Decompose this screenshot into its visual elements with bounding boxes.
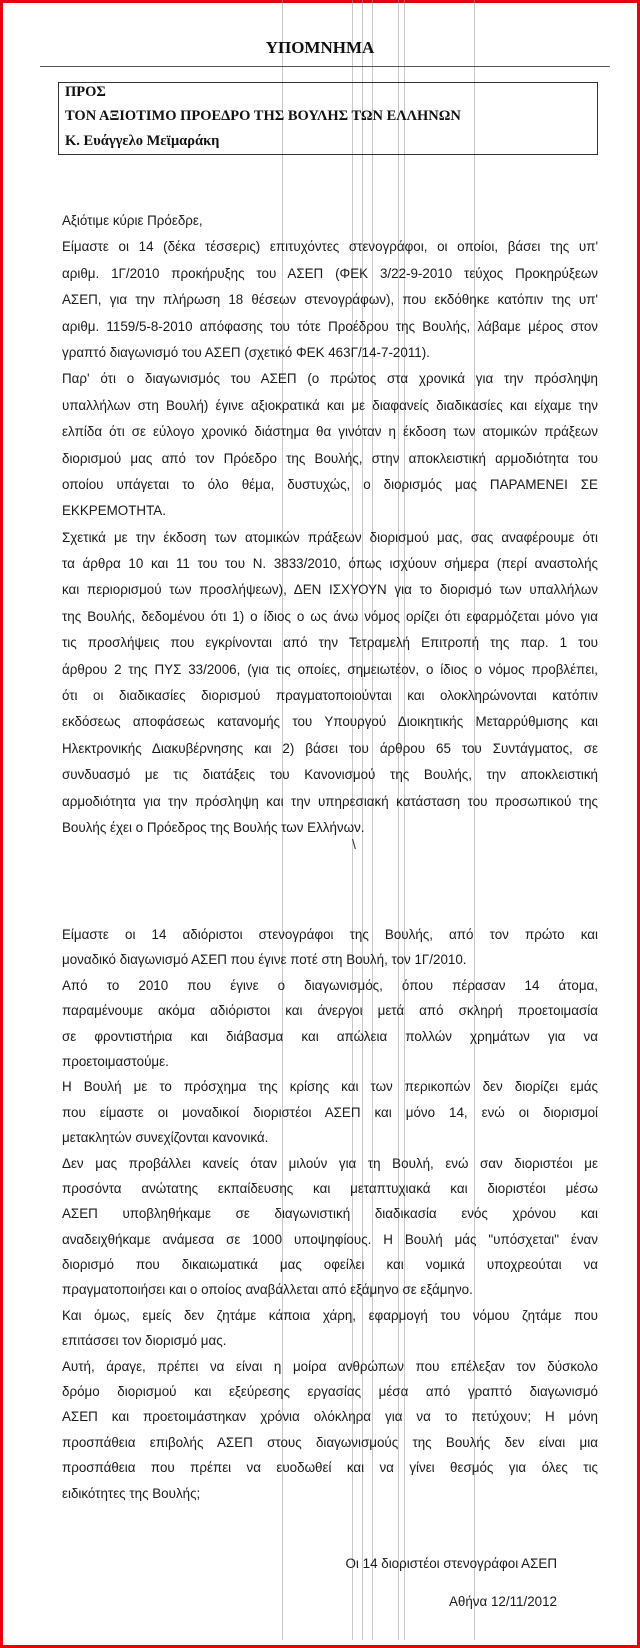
text-line: υπαλλήλων στη Βουλή) έγινε αξιοκρατικά και με διαφανείς διαδικασίες και είχαμε την (62, 397, 598, 413)
body-section-2 (62, 922, 598, 1506)
address-recipient: ΤΟΝ ΑΞΙΟΤΙΜΟ ΠΡΟΕΔΡΟ ΤΗΣ ΒΟΥΛΗΣ ΤΩΝ ΕΛΛΗΝΩΝ (65, 108, 461, 124)
text-line: αναδειχθήκαμε ανάμεσα σε 1000 υποψηφίους. Η Βουλή μάς "υπόσχεται" έναν (62, 1231, 598, 1247)
title-rule (40, 66, 610, 67)
text-line: εκδόσεως αποφάσεως κατανομής του Υπουργού Διοικητικής Μεταρρύθμισης και (62, 714, 598, 730)
text-line: ΑΣΕΠ, για την πλήρωση 18 θέσεων στενογράφων), που εκδόθηκε κατόπιν της υπ' (62, 292, 598, 308)
text-line: ότι οι διαδικασίες διορισμού πραγματοποιούνται και ολοκληρώνονται κατόπιν (62, 688, 598, 704)
text-line: ΑΣΕΠ υποβληθήκαμε σε διαγωνιστική διαδικασία ενός χρόνου και (62, 1206, 598, 1222)
text-line: γραπτό διαγωνισμό του ΑΣΕΠ (σχετικό ΦΕΚ 463Γ/14-7-2011). (62, 344, 430, 360)
text-line: αριθμ. 1Γ/2010 προκήρυξης του ΑΣΕΠ (ΦΕΚ 3/22-9-2010 τεύχος Προκηρύξεων (62, 265, 598, 281)
signature: Οι 14 διοριστέοι στενογράφοι ΑΣΕΠ (345, 1556, 557, 1571)
text-line: συνδυασμό με τις διατάξεις του Κανονισμού της Βουλής, την αποκλειστική (62, 767, 598, 783)
address-name: Κ. Ευάγγελο Μεϊμαράκη (65, 133, 220, 149)
text-line: Αυτή, άραγε, πρέπει να είναι η μοίρα ανθρώπων που επέλεξαν τον δύσκολο (62, 1358, 598, 1374)
text-line: ειδικότητες της Βουλής; (62, 1485, 201, 1501)
text-line: προετοιμαστούμε. (62, 1053, 169, 1069)
text-line: αριθμ. 1159/5-8-2010 απόφασης του τότε Προέδρου της Βουλής, λάβαμε μέρος στον (62, 318, 598, 334)
text-line: προσπάθεια που πρέπει να ευοδωθεί και να γίνει θεσμός για όλες τις (62, 1460, 598, 1476)
text-line: τις προσλήψεις που εγκρίνονται από την Τετραμελή Επιτροπή της παρ. 1 του (62, 635, 598, 651)
text-line: Η Βουλή με το πρόσχημα της κρίσης και των περικοπών δεν διορίζει εμάς (62, 1079, 598, 1095)
text-line: ελπίδα ότι σε εύλογο χρονικό διάστημα θα γινόταν η έκδοση των ατομικών πράξεων (62, 424, 598, 440)
address-box (58, 82, 598, 155)
text-line: Από το 2010 που έγινε ο διαγωνισμός, όπου πέρασαν 14 άτομα, (62, 977, 598, 993)
text-line: Παρ' ότι ο διαγωνισμός του ΑΣΕΠ (ο πρώτος στα χρονικά για την πρόσληψη (62, 371, 598, 387)
text-line: της Βουλής, δεδομένου ότι 1) ο ίδιος ο ως άνω νόμος ορίζει ότι εφαρμόζεται μόνο για (62, 608, 598, 624)
text-line: αρμοδιότητα για την πρόσληψη και την υπηρεσιακή κατάσταση του προσωπικού της (62, 793, 598, 809)
stray-mark: \ (352, 836, 356, 852)
text-line: επιτάσσει τον διορισμό μας. (62, 1333, 227, 1349)
text-line: Και όμως, εμείς δεν ζητάμε κάποια χάρη, εφαρμογή του νόμου ζητάμε που (62, 1307, 598, 1323)
address-to: ΠΡΟΣ (65, 84, 106, 100)
text-line: Σχετικά με την έκδοση των ατομικών πράξεων διορισμού μας, σας αναφέρουμε ότι (62, 529, 598, 545)
text-line: Ηλεκτρονικής Διακυβέρνησης και 2) βάσει του άρθρου 65 του Συντάγματος, σε (62, 740, 598, 756)
text-line: Είμαστε οι 14 αδιόριστοι στενογράφοι της Βουλής, από τον πρώτο και (62, 927, 598, 942)
text-line: διορισμού μας από τον Πρόεδρο της Βουλής, στην αποκλειστική αρμοδιότητα του (62, 450, 598, 466)
text-line: άρθρου 2 της ΠΥΣ 33/2006, (για τις οποίες, σημειωτέον, ο ίδιος ο νόμος προβλέπει, (62, 661, 598, 677)
text-line: οποίου υπάγεται το όλο θέμα, δυστυχώς, ο διορισμός μας ΠΑΡΑΜΕΝΕΙ ΣΕ (62, 476, 598, 492)
text-line: και περιορισμού των προσλήψεων), ΔΕΝ ΙΣΧΥΟΥΝ για το διορισμό των υπαλλήλων (62, 582, 598, 598)
date: Αθήνα 12/11/2012 (448, 1594, 557, 1609)
text-line: διορισμό που δικαιωματικά μας οφείλει και νομικά υποχρεούται να (62, 1257, 598, 1273)
text-line: μοναδικό διαγωνισμό ΑΣΕΠ που έγινε ποτέ στη Βουλή, τον 1Γ/2010. (62, 952, 467, 968)
text-line: που είμαστε οι μοναδικοί διοριστέοι ΑΣΕΠ και μόνο 14, ενώ οι διορισμοί (62, 1104, 598, 1120)
body-section-1 (62, 208, 598, 841)
document-title: ΥΠΟΜΝΗΜΑ (265, 38, 375, 57)
text-line: προσπάθεια επιβολής ΑΣΕΠ στους διαγωνισμούς της Βουλής δεν είναι μια (62, 1434, 598, 1450)
text-line: τα άρθρα 10 και 11 του του Ν. 3833/2010, όπως ισχύουν σήμερα (περί αναστολής (62, 556, 598, 572)
text-line: ΕΚΚΡΕΜΟΤΗΤΑ. (62, 503, 166, 519)
text-line: ΑΣΕΠ και προετοιμάστηκαν χρόνια ολόκληρα για να το πετύχουν; Η μόνη (62, 1409, 598, 1425)
text-line: πραγματοποιήσει και ο οποίος αναβάλλεται από εξάμηνο σε εξάμηνο. (62, 1282, 473, 1298)
text-line: σε φροντιστήρια και διάβασμα και απώλεια πολλών χρημάτων για να (62, 1028, 598, 1044)
text-line: δρόμο διορισμού και εξεύρεσης εργασίας μέσα από γραπτό διαγωνισμό (62, 1384, 598, 1400)
text-line: παραμένουμε ακόμα αδιόριστοι και άνεργοι μετά από σκληρή προετοιμασία (62, 1003, 598, 1019)
text-line: προσόντα ανώτατης εκπαίδευσης και μεταπτυχιακά και διοριστέοι μέσω (62, 1180, 598, 1196)
text-line: Δεν μας προβάλλει κανείς όταν μιλούν για τη Βουλή, ενώ σαν διοριστέοι με (62, 1155, 598, 1171)
text-line: μετακλητών συνεχίζονται κανονικά. (62, 1130, 269, 1146)
text-line: Βουλής έχει ο Πρόεδρος της Βουλής των Ελλήνων. (62, 819, 365, 835)
text-line: Αξιότιμε κύριε Πρόεδρε, (62, 213, 203, 228)
text-line: Είμαστε οι 14 (δέκα τέσσερις) επιτυχόντες στενογράφοι, οι οποίοι, βάσει της υπ' (62, 239, 598, 255)
